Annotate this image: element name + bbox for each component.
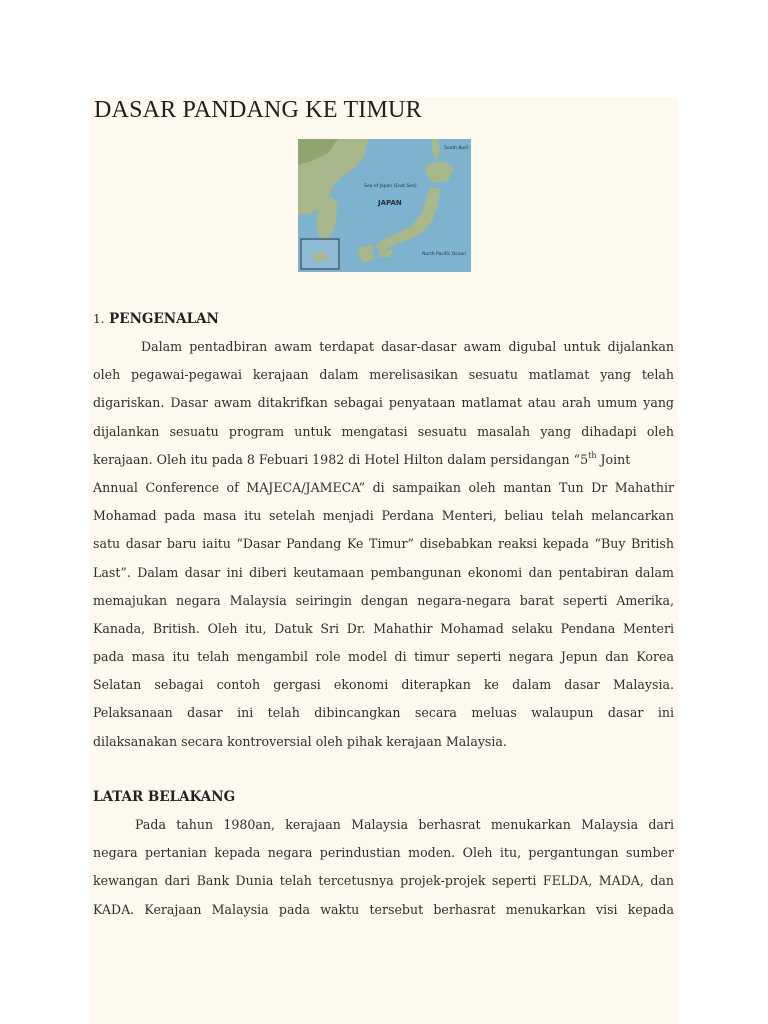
paragraph-line: Mohamad pada masa itu setelah menjadi Perdana Menteri, beliau telah melancarkan bbox=[93, 508, 674, 524]
paragraph-line: Last”. Dalam dasar ini diberi keutamaan pembangunan ekonomi dan pentabiran dalam bbox=[93, 564, 674, 580]
paragraph-line: pada masa itu telah mengambil role model di timur seperti negara Jepun dan Korea bbox=[93, 649, 674, 665]
section-heading-text: PENGENALAN bbox=[109, 311, 219, 327]
paragraph-line: satu dasar baru iaitu “Dasar Pandang Ke Timur” disebabkan reaksi kepada “Buy British bbox=[93, 536, 674, 552]
map-label-ocean: North Pacific Ocean bbox=[422, 252, 467, 257]
paragraph-line: Pada tahun 1980an, kerajaan Malaysia berhasrat menukarkan Malaysia dari bbox=[135, 817, 674, 832]
paragraph-line: Pelaksanaan dasar ini telah dibincangkan secara meluas walaupun dasar ini bbox=[93, 705, 674, 721]
joint-text: Joint bbox=[596, 451, 631, 467]
section-number: 1. bbox=[93, 312, 105, 326]
paragraph-pengenalan bbox=[93, 333, 674, 756]
paragraph-line: Dalam pentadbiran awam terdapat dasar-dasar awam digubal untuk dijalankan bbox=[141, 339, 674, 354]
paragraph-latar-belakang bbox=[93, 811, 674, 924]
map-label-north: South Kuril bbox=[444, 146, 469, 151]
paragraph-line: memajukan negara Malaysia seiringin dengan negara-negara barat seperti Amerika, bbox=[93, 592, 674, 608]
superscript-th: th bbox=[588, 450, 597, 460]
paragraph-line: kewangan dari Bank Dunia telah tercetusnya projek-projek seperti FELDA, MADA, dan bbox=[93, 873, 674, 889]
map-label-japan: JAPAN bbox=[378, 199, 402, 207]
paragraph-line: KADA. Kerajaan Malaysia pada waktu tersebut berhasrat menukarkan visi kepada bbox=[93, 901, 674, 917]
section-heading-pengenalan bbox=[93, 311, 219, 327]
section-heading-latar-belakang: LATAR BELAKANG bbox=[93, 789, 236, 805]
document-page bbox=[90, 97, 678, 1024]
paragraph-line: oleh pegawai-pegawai kerajaan dalam merelisasikan sesuatu matlamat yang telah bbox=[93, 367, 674, 383]
paragraph-line: Selatan sebagai contoh gergasi ekonomi diterapkan ke dalam dasar Malaysia. bbox=[93, 677, 674, 693]
paragraph-line: negara pertanian kepada negara perindustian moden. Oleh itu, pergantungan sumber bbox=[93, 845, 674, 861]
document-title: DASAR PANDANG KE TIMUR bbox=[94, 97, 422, 123]
paragraph-line: dijalankan sesuatu program untuk mengatasi sesuatu masalah yang dihadapi oleh bbox=[93, 423, 674, 439]
paragraph-line: Annual Conference of MAJECA/JAMECA” di sampaikan oleh mantan Tun Dr Mahathir bbox=[93, 479, 674, 495]
paragraph-line: dilaksanakan secara kontroversial oleh pihak kerajaan Malaysia. bbox=[93, 733, 507, 749]
paragraph-line-text: kerajaan. Oleh itu pada 8 Febuari 1982 di Hotel Hilton dalam persidangan “5 bbox=[93, 451, 589, 467]
paragraph-line: Kanada, British. Oleh itu, Datuk Sri Dr. Mahathir Mohamad selaku Pendana Menteri bbox=[93, 620, 674, 636]
map-label-sea: Sea of Japan (East Sea) bbox=[364, 184, 417, 189]
paragraph-line bbox=[93, 446, 674, 474]
japan-map-image bbox=[298, 139, 471, 272]
paragraph-line: digariskan. Dasar awam ditakrifkan sebagai penyataan matlamat atau arah umum yang bbox=[93, 395, 674, 411]
